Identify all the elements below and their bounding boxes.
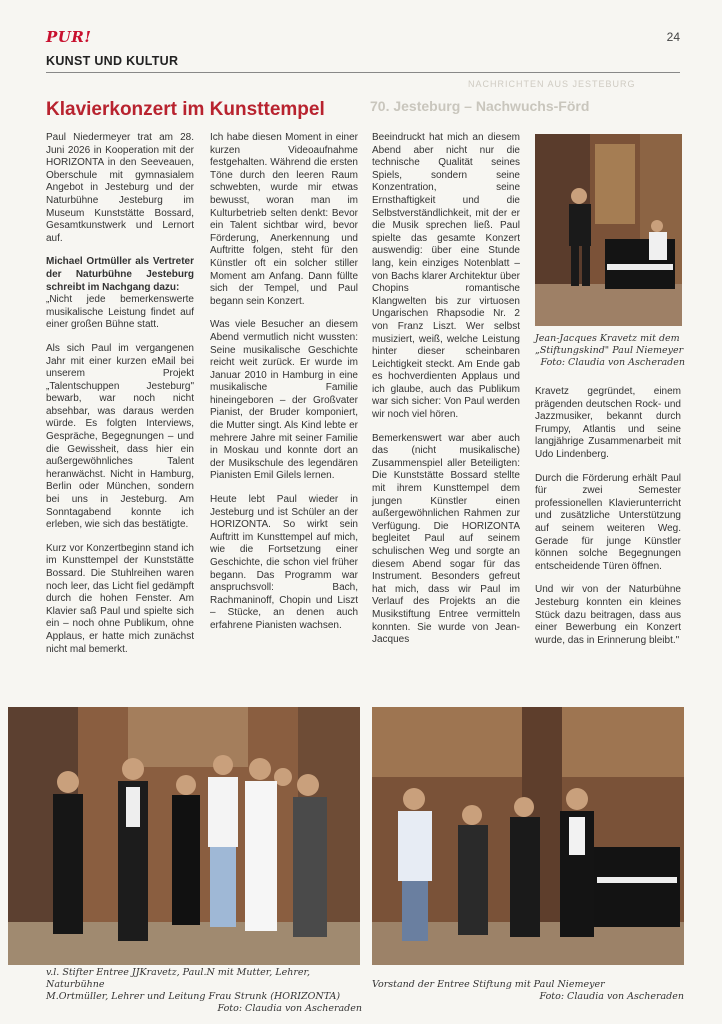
paragraph: Heute lebt Paul wieder in Jesteburg und ist Schüler an der HORIZONTA. So wirkt sein Auftritt im Kunsttempel auf mich, wie die Fortsetzung einer Geschichte, die schon viel früher begann. Das Programm war anspruchsvoll: Bach, Rachmaninoff, Chopin und Liszt – Stücke, an denen auch erfahrene Pianisten wachsen. [210,494,358,631]
caption-line: Vorstand der Entree Stiftung mit Paul Niemeyer [372,979,605,990]
paragraph: Und wir von der Naturbühne Jesteburg konnten ein kleines Stück dazu beitragen, dass aus einer Bewerbung ein Konzert wurde, das in Erinnerung bleibt." [535,584,681,646]
paragraph: Beeindruckt hat mich an diesem Abend aber nicht nur die technische Qualität seines Spiels, sondern seine Konzentration, seine Ernsthaftigkeit und die Selbstverständlichkeit, mit der er die Musik sprechen ließ. Paul spielte das gesamte Konzert auswendig: über eine Stunde lang, kein einziges Notenblatt – von Bachs klarer Architektur über Chopins romantische Klangwelten bis zur virtuosen Ungarischen Rhapsodie Nr. 2 von Franz Liszt. Wer selbst musiziert, weiß, welche Leistung hinter dieser scheinbaren Leichtigkeit steckt. Am Ende gab es hochverdienten Applaus und ich glaube, auch das Publikum war sich sicher: Von Paul werden wir noch viel hören. [372,132,520,421]
caption-line: v.l. Stifter Entree JJKravetz, Paul.N mit Mutter, Lehrer, Naturbühne [46,967,311,990]
photo-credit: Foto: Claudia von Ascheraden [540,357,685,368]
magazine-logo: PUR! [46,28,92,46]
header-rule [46,72,680,73]
paragraph: Als sich Paul im vergangenen Jahr mit einer kurzen eMail bei unserem Projekt „Talentschuppen Jesteburg" bewarb, war noch nicht absehbar, was daraus werden würde. Es folgten Interviews, Gespräche, Begegnungen – und die Gewissheit, dass hier ein außergewöhnliches Talent heranwächst. Nicht in Hamburg, Berlin oder München, sondern bei uns in Jesteburg. Am Sonntagabend konnte ich erleben, wie sich das bestätigte. [46,342,194,531]
photo-kravetz-piano [535,134,682,326]
caption-line: Jean-Jacques Kravetz mit dem [535,333,680,344]
article-column-1 [46,132,194,667]
paragraph-bold: Michael Ortmüller als Vertreter der Naturbühne Jesteburg schreibt im Nachgang dazu: [46,256,194,293]
article-column-4 [535,386,681,658]
photo-caption-bottom-left [46,967,362,1015]
photo-caption-top-right [535,333,685,369]
paragraph: Bemerkenswert war aber auch das (nicht musikalische) Zusammenspiel aller Beteiligten: Die Kunststätte Bossard stellte mit ihrem Kunsttempel dem jungen Künstler einen außergewöhnlichen Rahmen zur Verfügung. Die HORIZONTA begleitet Paul auf seinem schulischen Weg und sorgte an diesem Abend sogar für das Instrument. Besonders gefreut hat mich, dass wir Paul im Verlauf des Projekts an die Musikstiftung Entree vermitteln konnten. Sie wurde von Jean-Jacques [372,432,520,646]
photo-caption-bottom-right [372,979,684,1003]
paragraph: Was viele Besucher an diesem Abend vermutlich nicht wussten: Seine musikalische Geschichte reicht weit zurück. Er wurde im Januar 2010 in Hamburg in eine musikalische Familie hineingeboren – der Großvater Pianist, der Bruder komponiert, die Mutter singt. Als Kind lebte er mehrere Jahre mit seiner Familie in Moskau und konnte dort an der Musikschule des legendären Pianisten Emil Gilels lernen. [210,319,358,482]
photo-credit: Foto: Claudia von Ascheraden [217,1003,362,1014]
article-column-2 [210,132,358,644]
bleed-through-small: NACHRICHTEN AUS JESTEBURG [468,79,636,89]
paragraph: Kurz vor Konzertbeginn stand ich im Kunsttempel der Kunststätte Bossard. Die Stuhlreihen waren noch leer, das Licht fiel gedämpft durch die hohen Fenster. Am Klavier saß Paul und spielte sich ein – noch ohne Publikum, ohne Applaus, er hatte mich zunächst nicht mal bemerkt. [46,542,194,655]
photo-group [8,707,360,965]
caption-line: „Stiftungskind" Paul Niemeyer [535,345,684,356]
caption-line: M.Ortmüller, Lehrer und Leitung Frau Strunk (HORIZONTA) [46,991,341,1002]
paragraph: Ich habe diesen Moment in einer kurzen Videoaufnahme festgehalten. Während die ersten Töne durch den leeren Raum schwebten, wurde mir etwas bewusst, woran man im Kulturbetrieb selten denkt: Bevor ein Talent sichtbar wird, bevor Förderung, Anerkennung und Auftritte folgen, steht für den Künstler oft ein solcher stiller Moment am Anfang. Dann füllte sich der Tempel, und Paul begann sein Konzert. [210,132,358,307]
section-heading: KUNST UND KULTUR [46,54,179,68]
photo-credit: Foto: Claudia von Ascheraden [539,991,684,1002]
article-column-3 [372,132,520,658]
paragraph: Kravetz gegründet, einem prägenden deutschen Rock- und Jazzmusiker, bekannt durch Frumpy, Atlantis und seine langjährige Zusammenarbeit mit Udo Lindenberg. [535,386,681,460]
photo-foundation-board [372,707,684,965]
article-title: Klavierkonzert im Kunsttempel [46,99,325,120]
bleed-through-headline: 70. Jesteburg – Nachwuchs-Förd [370,98,590,114]
paragraph: Durch die Förderung erhält Paul für zwei Semester professionellen Klavierunterricht und zusätzliche Unterstützung auf seinem weiteren Weg. Gerade für junge Künstler können solche Begegnungen entscheidende Türen öffnen. [535,472,681,572]
page-number: 24 [666,30,680,44]
paragraph: „Nicht jede bemerkenswerte musikalische Leistung findet auf einer großen Bühne statt. [46,294,194,331]
paragraph: Paul Niedermeyer trat am 28. Juni 2026 in Kooperation mit der HORIZONTA in den Seeveauen, Oberschule mit gymnasialem Angebot in Jesteburg und der Naturbühne Jesteburg im Museum Kunststätte Bossard, Gesamtkunstwerk und Lernort auf. [46,132,194,244]
